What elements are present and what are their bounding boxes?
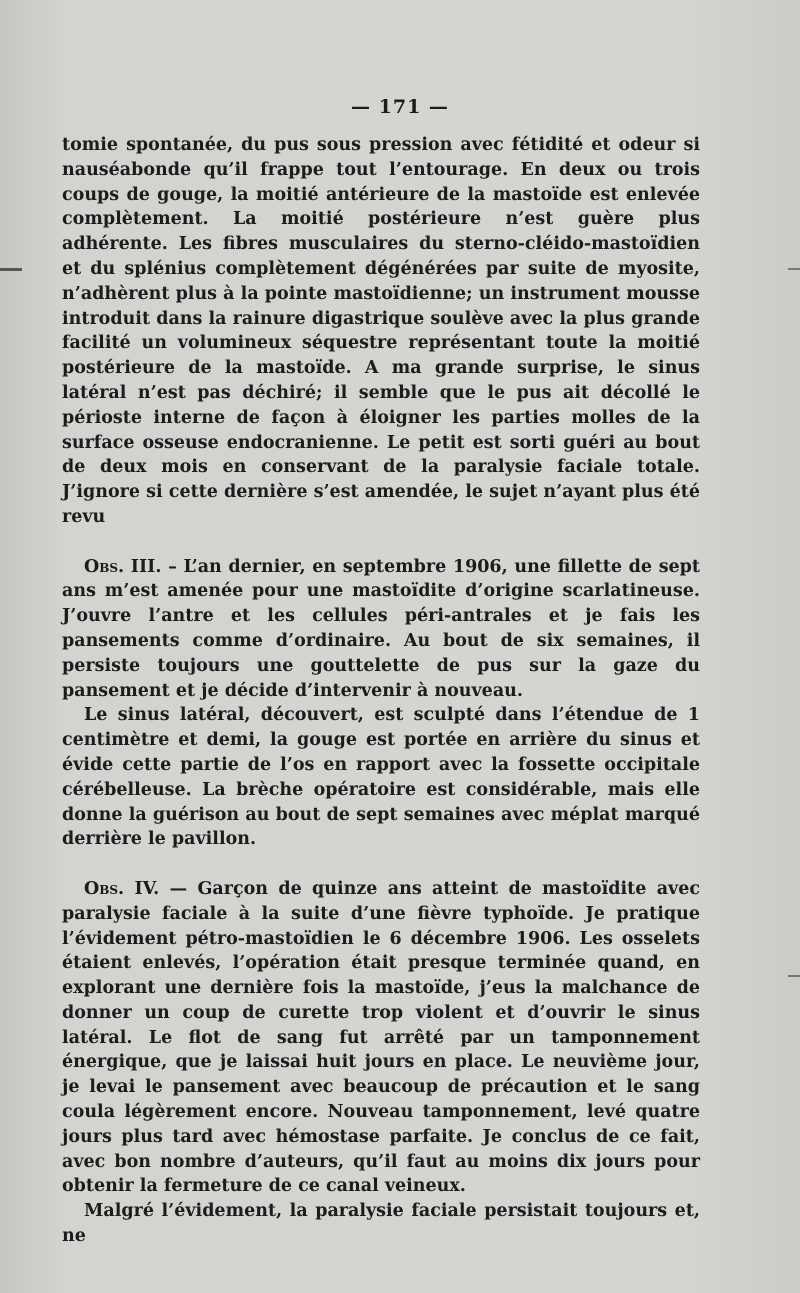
paragraph-observation: [62, 877, 700, 1199]
paragraph: Le sinus latéral, découvert, est sculpté dans l’étendue de 1 centimètre et demi, la gouge est portée en arrière du sinus et évide cette partie de l’os en rapport avec la fossette occipitale cérébelleuse. La brèche opératoire est considérable, mais elle donne la guérison au bout de sept semaines avec méplat marqué derrière le pavillon.: [62, 705, 700, 850]
page-number: — 171 —: [351, 96, 449, 118]
margin-mark: [788, 268, 800, 270]
margin-mark: [0, 268, 22, 271]
margin-mark: [788, 975, 800, 977]
paragraph: tomie spontanée, du pus sous pression avec fétidité et odeur si nauséabonde qu’il frappe tout l’entourage. En deux ou trois coups de gouge, la moitié antérieure de la mastoïde est enlevée complètement. La moitié postérieure n’est guère plus adhérente. Les fibres musculaires du sterno-cléido-mastoïdien et du splénius complètement dégénérées par suite de myosite, n’adhèrent plus à la pointe mastoïdienne; un instrument mousse introduit dans la rainure digastrique soulève avec la plus grande facilité un volumineux séquestre représentant toute la moitié postérieure de la mastoïde. A ma grande surprise, le sinus latéral n’est pas déchiré; il semble que le pus ait décollé le périoste interne de façon à éloigner les parties molles de la surface osseuse endocranienne. Le petit est sorti guéri au bout de deux mois en conservant de la paralysie faciale totale. J’ignore si cette dernière s’est amendée, le sujet n’ayant plus été revu: [62, 135, 700, 527]
body-text: [62, 133, 700, 1249]
paragraph-observation: [62, 555, 700, 704]
paragraph-text: — Garçon de quinze ans atteint de mastoïdite avec paralysie faciale à la suite d’une fièvre typhoïde. Je pratique l’évidement pétro-mastoïdien le 6 décembre 1906. Les osselets étaient enlevés, l’opération était presque terminée quand, en explorant une dernière fois la mastoïde, j’eus la malchance de donner un coup de curette trop violent et d’ouvrir le sinus latéral. Le flot de sang fut arrêté par un tamponnement énergique, que je laissai huit jours en place. Le neuvième jour, je levai le pansement avec beaucoup de précaution et le sang coula légèrement encore. Nouveau tamponnement, levé quatre jours plus tard avec hémostase parfaite. Je conclus de ce fait, avec bon nombre d’auteurs, qu’il faut au moins dix jours pour obtenir la fermeture de ce canal veineux.: [62, 878, 700, 1197]
paragraph: Malgré l’évidement, la paralysie faciale persistait toujours et, ne: [62, 1201, 700, 1247]
observation-label: Obs. III.: [84, 556, 162, 577]
paragraph-text: – L’an dernier, en septembre 1906, une fillette de sept ans m’est amenée pour une mastoïdite d’origine scarlatineuse. J’ouvre l’antre et les cellules péri-antrales et je fais les pansements comme d’ordinaire. Au bout de six semaines, il persiste toujours une gouttelette de pus sur la gaze du pansement et je décide d’intervenir à nouveau.: [62, 556, 700, 701]
observation-label: Obs. IV.: [84, 878, 160, 899]
